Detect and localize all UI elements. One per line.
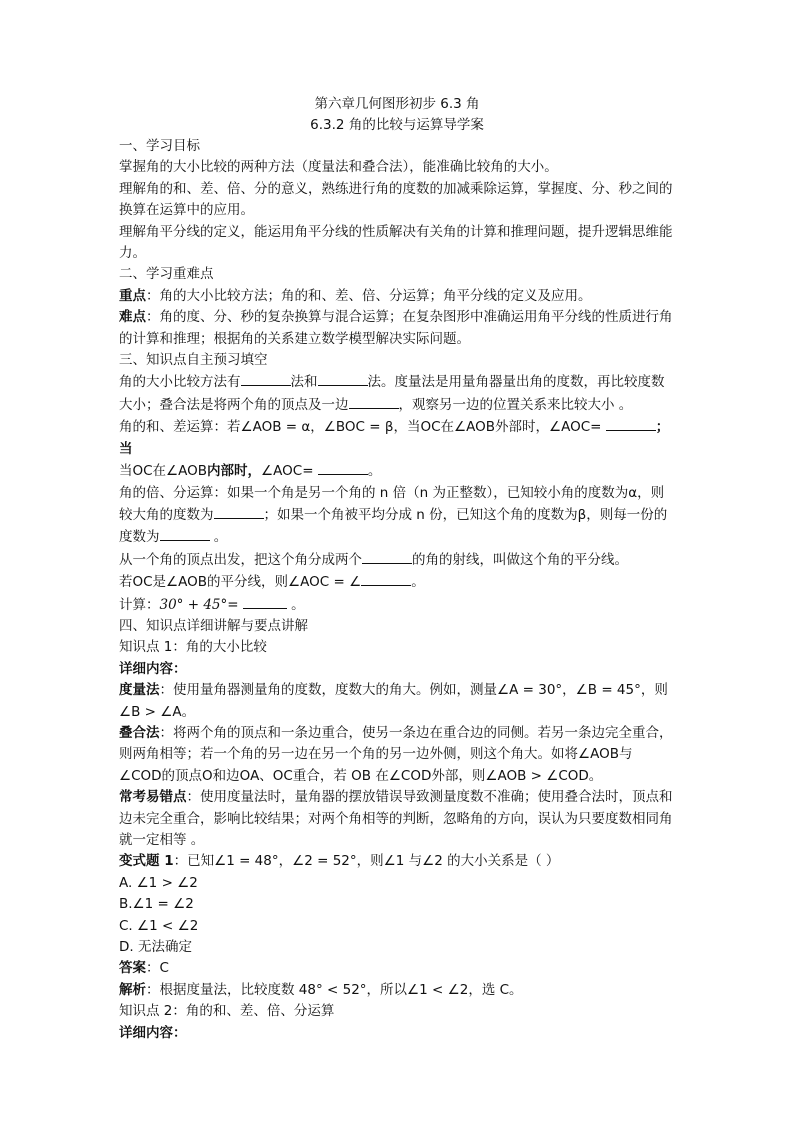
common-errors <box>119 787 675 851</box>
section-heading-explanation: 四、知识点详细讲解与要点讲解 <box>119 617 308 634</box>
variant-label: 变式题 1 <box>119 853 174 870</box>
diff-label: 难点 <box>119 309 146 326</box>
lesson-title: 6.3.2 角的比较与运算导学案 <box>310 117 484 133</box>
q6-text-b: 30° + 45°= <box>159 596 243 613</box>
q2-text-a: 角的和、差运算：若∠AOB = α，∠BOC = β，当OC在∠AOB外部时，∠AOC= <box>119 419 606 436</box>
option-b: B.∠1 = ∠2 <box>119 896 194 913</box>
difficult-point <box>119 307 675 350</box>
explanation-text: ：根据度量法，比较度数 48° < 52°，所以∠1 < ∠2，选 C。 <box>146 981 523 998</box>
common-errors-label: 常考易错点 <box>119 789 187 806</box>
answer-blank[interactable] <box>606 416 656 431</box>
answer-blank[interactable] <box>362 549 412 564</box>
answer-blank[interactable] <box>160 526 210 541</box>
q3-text-b: ；如果一个角被平均分成 n 份，已知这个角的度数为β，则每一份的度数为 <box>119 506 668 546</box>
detail-heading-2: 详细内容： <box>119 1024 187 1041</box>
document-page <box>119 94 675 1044</box>
option-c: C. ∠1 < ∠2 <box>119 917 199 934</box>
explanation-label: 解析 <box>119 981 146 998</box>
fill-question-5 <box>119 571 675 593</box>
option-d: D. 无法确定 <box>119 939 192 956</box>
key-point <box>119 286 675 307</box>
q2-text-f: 。 <box>367 463 382 480</box>
q6-text-c: 。 <box>286 596 305 613</box>
q5-text-a: 若OC是∠AOB的平分线，则∠AOC = ∠ <box>119 574 362 591</box>
answer-blank[interactable] <box>318 460 368 475</box>
common-errors-text: ：使用度量法时，量角器的摆放错误导致测量度数不准确；使用叠合法时，顶点和边未完全重合，影响比较结果；对两个角相等的判断，忽略角的方向，误认为只要度数相同角就一定相等 。 <box>119 789 673 848</box>
fill-question-4 <box>119 549 675 571</box>
diff-text: ：角的度、分、秒的复杂换算与混合运算；在复杂图形中准确运用角平分线的性质进行角的计算和推理；根据角的关系建立数学模型解决实际问题。 <box>119 309 673 347</box>
section-heading-keypoints: 二、学习重难点 <box>119 266 214 283</box>
method-measure-label: 度量法 <box>119 682 160 699</box>
variant-text: ：已知∠1 = 48°，∠2 = 52°，则∠1 与∠2 的大小关系是（ ） <box>173 853 560 870</box>
q1-text-d: ，观察另一边的位置关系来比较大小 。 <box>398 396 633 413</box>
variant-question <box>119 851 675 872</box>
answer-blank[interactable] <box>349 394 399 409</box>
q2-text-d: 内部时， <box>207 463 262 480</box>
answer-blank[interactable] <box>243 594 287 609</box>
goal-3: 理解角平分线的定义，能运用角平分线的性质解决有关角的计算和推理问题，提升逻辑思维能力。 <box>119 223 673 262</box>
method-overlap <box>119 723 675 787</box>
knowledge-point-2: 知识点 2：角的和、差、倍、分运算 <box>119 1003 335 1020</box>
q6-text-a: 计算： <box>119 596 160 613</box>
method-measure-text: ：使用量角器测量角的度数，度数大的角大。例如，测量∠A = 30°，∠B = 45°，则∠B > ∠A。 <box>119 682 668 720</box>
q4-text-a: 从一个角的顶点出发，把这个角分成两个 <box>119 551 362 568</box>
goal-2: 理解角的和、差、倍、分的意义，熟练进行角的度数的加减乘除运算，掌握度、分、秒之间的换算在运算中的应用。 <box>119 180 673 219</box>
q4-text-b: 的角的射线，叫做这个角的平分线。 <box>412 551 628 568</box>
answer-blank[interactable] <box>361 571 411 586</box>
q5-text-b: 。 <box>411 574 425 591</box>
answer-blank[interactable] <box>318 371 368 386</box>
q3-text-c: 。 <box>209 529 228 546</box>
fill-question-1 <box>119 371 675 416</box>
q2-text-e: ∠AOC= <box>261 463 318 480</box>
answer-blank[interactable] <box>241 371 291 386</box>
section-heading-goals: 一、学习目标 <box>119 138 200 154</box>
goal-1: 掌握角的大小比较的两种方法（度量法和叠合法），能准确比较角的大小。 <box>119 159 558 176</box>
explanation <box>119 980 675 1001</box>
key-text: ：角的大小比较方法；角的和、差、倍、分运算；角平分线的定义及应用。 <box>146 287 592 304</box>
answer-blank[interactable] <box>214 504 264 519</box>
chapter-title: 第六章几何图形初步 6.3 角 <box>314 96 480 112</box>
fill-question-6 <box>119 594 675 616</box>
method-overlap-label: 叠合法 <box>119 724 160 741</box>
q3-text-a: 角的倍、分运算：如果一个角是另一个角的 n 倍（n 为正整数），已知较小角的度数为α，则较大角的度数为 <box>119 484 665 523</box>
method-overlap-text: ：将两个角的顶点和一条边重合，使另一条边在重合边的同侧。若另一条边完全重合，则两角相等；若一个角的另一边在另一个角的另一边外侧，则这个角大。如将∠AOB与∠COD的顶点O和边OA、OC重合，若 OB 在∠COD外部，则∠AOB > ∠COD。 <box>119 724 673 784</box>
detail-heading: 详细内容： <box>119 660 187 677</box>
q1-text-c: 法。度量法是用量角器量出角的度数，再比较度数大小；叠合法是将两个角的顶点及一边 <box>119 374 665 413</box>
q2-text-b: ；当 <box>119 419 670 457</box>
knowledge-point-1: 知识点 1：角的大小比较 <box>119 639 267 656</box>
method-measure <box>119 680 675 723</box>
section-heading-preview: 三、知识点自主预习填空 <box>119 352 268 369</box>
option-a: A. ∠1 > ∠2 <box>119 874 198 891</box>
answer <box>119 958 675 979</box>
fill-question-2 <box>119 416 675 482</box>
key-label: 重点 <box>119 287 146 304</box>
answer-text: ：C <box>146 960 169 977</box>
fill-question-3 <box>119 483 675 549</box>
q2-text-c: 当OC在∠AOB <box>119 463 208 480</box>
q1-text-b: 法和 <box>290 374 318 391</box>
answer-label: 答案 <box>119 960 146 977</box>
q1-text-a: 角的大小比较方法有 <box>119 374 241 391</box>
